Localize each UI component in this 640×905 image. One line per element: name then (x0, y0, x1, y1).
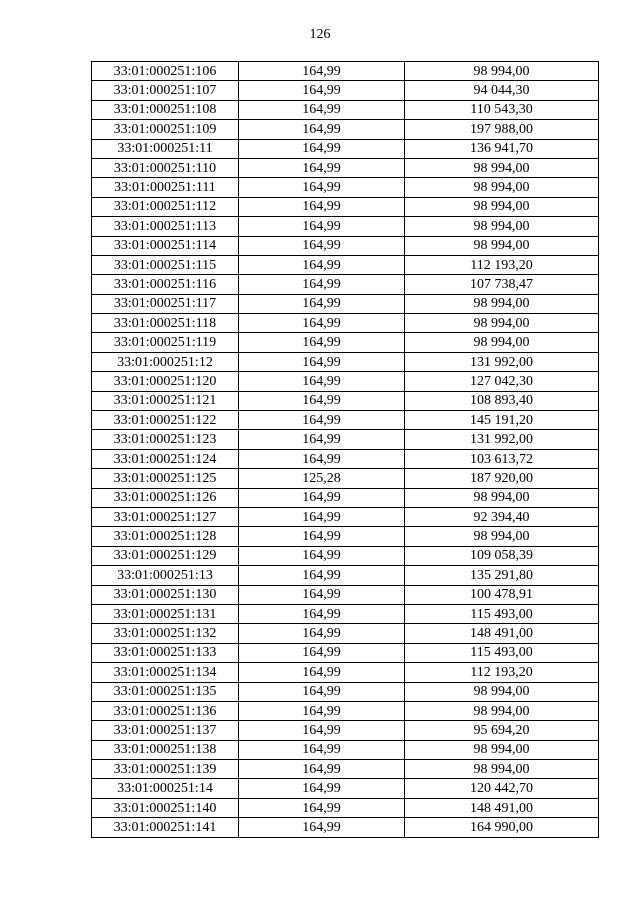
area-cell: 164,99 (239, 294, 405, 313)
value-cell: 110 543,30 (405, 100, 599, 119)
table-row (92, 100, 599, 119)
table-row (92, 469, 599, 488)
cadastral-number-cell: 33:01:000251:131 (92, 604, 239, 623)
cadastral-number-cell: 33:01:000251:108 (92, 100, 239, 119)
value-cell: 136 941,70 (405, 139, 599, 158)
cadastral-number-cell: 33:01:000251:127 (92, 507, 239, 526)
table-row (92, 120, 599, 139)
area-cell: 164,99 (239, 217, 405, 236)
value-cell: 98 994,00 (405, 760, 599, 779)
table-row (92, 546, 599, 565)
value-cell: 100 478,91 (405, 585, 599, 604)
cadastral-number-cell: 33:01:000251:112 (92, 197, 239, 216)
area-cell: 164,99 (239, 100, 405, 119)
value-cell: 145 191,20 (405, 411, 599, 430)
value-cell: 98 994,00 (405, 314, 599, 333)
table-row (92, 682, 599, 701)
cadastral-number-cell: 33:01:000251:129 (92, 546, 239, 565)
value-cell: 112 193,20 (405, 663, 599, 682)
value-cell: 95 694,20 (405, 721, 599, 740)
value-cell: 94 044,30 (405, 81, 599, 100)
table-row (92, 314, 599, 333)
cadastral-number-cell: 33:01:000251:133 (92, 643, 239, 662)
value-cell: 98 994,00 (405, 333, 599, 352)
area-cell: 164,99 (239, 391, 405, 410)
value-cell: 98 994,00 (405, 158, 599, 177)
value-cell: 120 442,70 (405, 779, 599, 798)
table-row (92, 624, 599, 643)
value-cell: 108 893,40 (405, 391, 599, 410)
cadastral-number-cell: 33:01:000251:116 (92, 275, 239, 294)
cadastral-number-cell: 33:01:000251:14 (92, 779, 239, 798)
cadastral-number-cell: 33:01:000251:141 (92, 818, 239, 837)
cadastral-number-cell: 33:01:000251:109 (92, 120, 239, 139)
cadastral-number-cell: 33:01:000251:125 (92, 469, 239, 488)
table-row (92, 411, 599, 430)
cadastral-number-cell: 33:01:000251:12 (92, 352, 239, 371)
table-row (92, 740, 599, 759)
table-row (92, 391, 599, 410)
value-cell: 98 994,00 (405, 527, 599, 546)
table-row (92, 197, 599, 216)
table-row (92, 62, 599, 81)
table-row (92, 255, 599, 274)
cadastral-number-cell: 33:01:000251:107 (92, 81, 239, 100)
table-body (92, 62, 599, 838)
value-cell: 148 491,00 (405, 798, 599, 817)
cadastral-number-cell: 33:01:000251:140 (92, 798, 239, 817)
table-row (92, 158, 599, 177)
area-cell: 164,99 (239, 178, 405, 197)
cadastral-number-cell: 33:01:000251:120 (92, 372, 239, 391)
area-cell: 164,99 (239, 682, 405, 701)
cadastral-table (91, 61, 599, 838)
area-cell: 125,28 (239, 469, 405, 488)
cadastral-number-cell: 33:01:000251:128 (92, 527, 239, 546)
value-cell: 115 493,00 (405, 604, 599, 623)
value-cell: 197 988,00 (405, 120, 599, 139)
value-cell: 98 994,00 (405, 178, 599, 197)
cadastral-number-cell: 33:01:000251:110 (92, 158, 239, 177)
area-cell: 164,99 (239, 701, 405, 720)
cadastral-number-cell: 33:01:000251:130 (92, 585, 239, 604)
area-cell: 164,99 (239, 62, 405, 81)
area-cell: 164,99 (239, 314, 405, 333)
cadastral-number-cell: 33:01:000251:123 (92, 430, 239, 449)
area-cell: 164,99 (239, 721, 405, 740)
table-row (92, 798, 599, 817)
cadastral-number-cell: 33:01:000251:132 (92, 624, 239, 643)
area-cell: 164,99 (239, 604, 405, 623)
area-cell: 164,99 (239, 449, 405, 468)
area-cell: 164,99 (239, 818, 405, 837)
area-cell: 164,99 (239, 798, 405, 817)
area-cell: 164,99 (239, 566, 405, 585)
area-cell: 164,99 (239, 585, 405, 604)
area-cell: 164,99 (239, 197, 405, 216)
area-cell: 164,99 (239, 663, 405, 682)
table-row (92, 372, 599, 391)
cadastral-number-cell: 33:01:000251:139 (92, 760, 239, 779)
table-row (92, 217, 599, 236)
table-row (92, 333, 599, 352)
table-row (92, 81, 599, 100)
table-row (92, 721, 599, 740)
value-cell: 98 994,00 (405, 294, 599, 313)
value-cell: 98 994,00 (405, 236, 599, 255)
area-cell: 164,99 (239, 158, 405, 177)
value-cell: 107 738,47 (405, 275, 599, 294)
value-cell: 148 491,00 (405, 624, 599, 643)
area-cell: 164,99 (239, 411, 405, 430)
cadastral-number-cell: 33:01:000251:113 (92, 217, 239, 236)
value-cell: 187 920,00 (405, 469, 599, 488)
cadastral-number-cell: 33:01:000251:135 (92, 682, 239, 701)
table-row (92, 663, 599, 682)
area-cell: 164,99 (239, 139, 405, 158)
table-row (92, 352, 599, 371)
cadastral-number-cell: 33:01:000251:13 (92, 566, 239, 585)
value-cell: 131 992,00 (405, 430, 599, 449)
area-cell: 164,99 (239, 624, 405, 643)
table-row (92, 604, 599, 623)
cadastral-number-cell: 33:01:000251:122 (92, 411, 239, 430)
cadastral-number-cell: 33:01:000251:11 (92, 139, 239, 158)
table-row (92, 818, 599, 837)
area-cell: 164,99 (239, 352, 405, 371)
area-cell: 164,99 (239, 740, 405, 759)
area-cell: 164,99 (239, 275, 405, 294)
cadastral-number-cell: 33:01:000251:124 (92, 449, 239, 468)
table-row (92, 430, 599, 449)
value-cell: 98 994,00 (405, 217, 599, 236)
cadastral-number-cell: 33:01:000251:137 (92, 721, 239, 740)
table-row (92, 566, 599, 585)
area-cell: 164,99 (239, 372, 405, 391)
value-cell: 98 994,00 (405, 488, 599, 507)
cadastral-number-cell: 33:01:000251:119 (92, 333, 239, 352)
value-cell: 112 193,20 (405, 255, 599, 274)
cadastral-number-cell: 33:01:000251:114 (92, 236, 239, 255)
cadastral-number-cell: 33:01:000251:138 (92, 740, 239, 759)
table-row (92, 294, 599, 313)
cadastral-number-cell: 33:01:000251:136 (92, 701, 239, 720)
area-cell: 164,99 (239, 81, 405, 100)
value-cell: 103 613,72 (405, 449, 599, 468)
cadastral-number-cell: 33:01:000251:115 (92, 255, 239, 274)
cadastral-number-cell: 33:01:000251:111 (92, 178, 239, 197)
table-row (92, 760, 599, 779)
area-cell: 164,99 (239, 779, 405, 798)
area-cell: 164,99 (239, 120, 405, 139)
value-cell: 98 994,00 (405, 62, 599, 81)
table-row (92, 449, 599, 468)
table-row (92, 527, 599, 546)
value-cell: 98 994,00 (405, 197, 599, 216)
area-cell: 164,99 (239, 255, 405, 274)
cadastral-number-cell: 33:01:000251:117 (92, 294, 239, 313)
cadastral-number-cell: 33:01:000251:121 (92, 391, 239, 410)
area-cell: 164,99 (239, 546, 405, 565)
value-cell: 131 992,00 (405, 352, 599, 371)
value-cell: 98 994,00 (405, 682, 599, 701)
value-cell: 127 042,30 (405, 372, 599, 391)
cadastral-number-cell: 33:01:000251:118 (92, 314, 239, 333)
table-row (92, 701, 599, 720)
table-row (92, 779, 599, 798)
area-cell: 164,99 (239, 507, 405, 526)
table-row (92, 507, 599, 526)
table-row (92, 178, 599, 197)
table-row (92, 236, 599, 255)
area-cell: 164,99 (239, 333, 405, 352)
area-cell: 164,99 (239, 236, 405, 255)
area-cell: 164,99 (239, 488, 405, 507)
table-row (92, 275, 599, 294)
area-cell: 164,99 (239, 527, 405, 546)
table-row (92, 585, 599, 604)
area-cell: 164,99 (239, 760, 405, 779)
value-cell: 164 990,00 (405, 818, 599, 837)
table-row (92, 139, 599, 158)
area-cell: 164,99 (239, 430, 405, 449)
table-row (92, 488, 599, 507)
page-number: 126 (309, 27, 331, 42)
value-cell: 98 994,00 (405, 701, 599, 720)
cadastral-number-cell: 33:01:000251:126 (92, 488, 239, 507)
value-cell: 135 291,80 (405, 566, 599, 585)
value-cell: 115 493,00 (405, 643, 599, 662)
value-cell: 92 394,40 (405, 507, 599, 526)
area-cell: 164,99 (239, 643, 405, 662)
table-row (92, 643, 599, 662)
value-cell: 109 058,39 (405, 546, 599, 565)
cadastral-number-cell: 33:01:000251:106 (92, 62, 239, 81)
value-cell: 98 994,00 (405, 740, 599, 759)
cadastral-number-cell: 33:01:000251:134 (92, 663, 239, 682)
